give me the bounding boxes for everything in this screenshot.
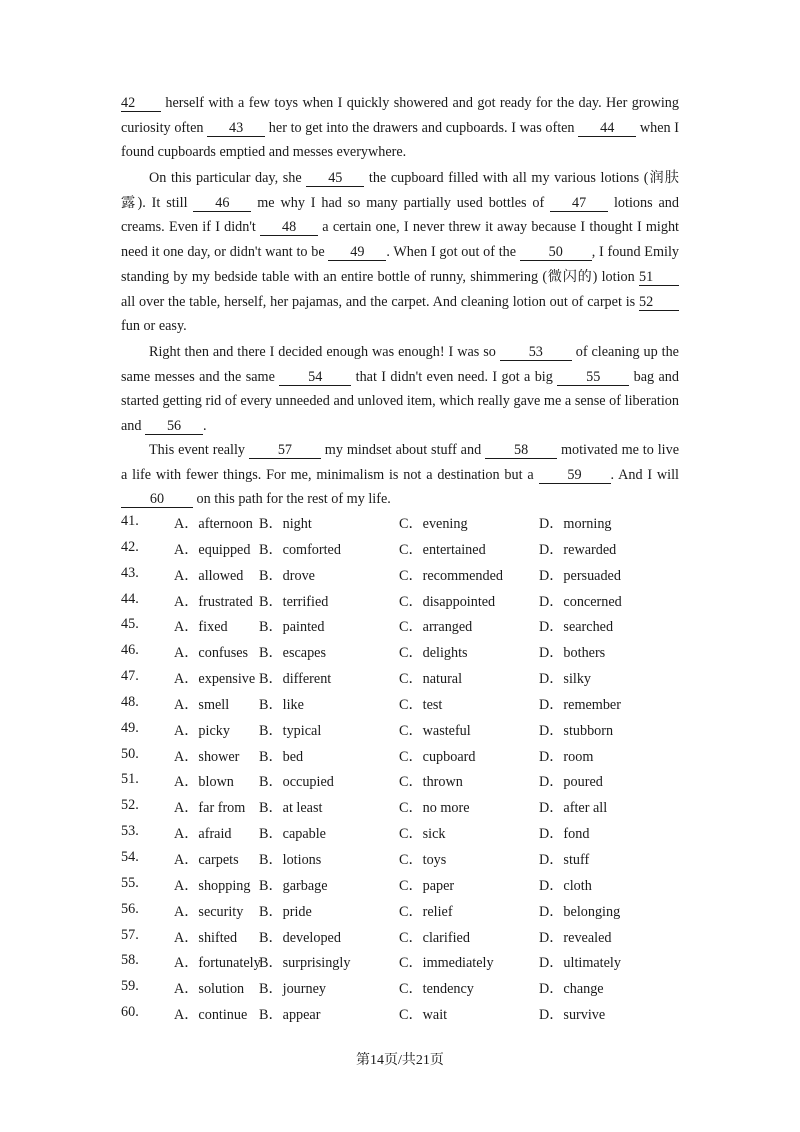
option-c: C．entertained — [399, 541, 486, 558]
question-number: 56. — [121, 900, 139, 917]
question-row — [121, 901, 681, 927]
passage-text: fun or easy. — [121, 318, 187, 335]
blank-57: 57 — [249, 442, 321, 459]
question-row — [121, 720, 681, 746]
blank-53: 53 — [500, 344, 572, 361]
question-row — [121, 694, 681, 720]
option-c: C．natural — [399, 671, 463, 688]
option-c: C．arranged — [399, 619, 473, 636]
passage-text: herself with a few toys when I quickly showered and got ready for the day. Her growing curiosity often — [121, 95, 679, 136]
option-b: B．capable — [259, 826, 326, 843]
question-row — [121, 823, 681, 849]
option-d: D．room — [539, 748, 594, 765]
option-d: D．stubborn — [539, 722, 614, 739]
option-c: C．wasteful — [399, 722, 471, 739]
option-d: D．survive — [539, 1007, 606, 1024]
passage-text: , I found Emily standing by my bedside table with an entire bottle of runny, shimmering (微闪的) lotion — [121, 244, 679, 285]
question-number: 47. — [121, 668, 139, 685]
option-d: D．morning — [539, 516, 612, 532]
blank-54: 54 — [279, 369, 351, 386]
option-b: B．terrified — [259, 593, 329, 610]
blank-55: 55 — [557, 369, 629, 386]
passage-text: lotions and creams. Even if I didn't — [121, 194, 679, 236]
question-row — [121, 978, 681, 1004]
question-row — [121, 771, 681, 797]
question-row — [121, 668, 681, 694]
passage-text: motivated me to live a life with fewer things. For me, minimalism is not a destination but a — [121, 442, 679, 483]
option-a: A．blown — [174, 774, 234, 791]
question-number: 54. — [121, 848, 139, 865]
option-d: D．ultimately — [539, 955, 621, 972]
question-row — [121, 591, 681, 617]
option-a: A．far from — [174, 800, 246, 817]
question-number: 60. — [121, 1004, 139, 1021]
blank-47: 47 — [550, 195, 608, 212]
option-c: C．disappointed — [399, 593, 496, 610]
passage-paragraph-2 — [121, 166, 679, 339]
passage-text: a certain one, I never threw it away because I thought I might need it one day, or didn't want to be — [121, 219, 679, 261]
option-d: D．change — [539, 981, 604, 998]
option-a: A．smell — [174, 696, 230, 713]
option-b: B．lotions — [259, 851, 322, 868]
passage-text: when I found cupboards emptied and messes everywhere. — [121, 119, 679, 161]
passage-text: . When I got out of the — [386, 244, 520, 261]
option-a: A．carpets — [174, 851, 239, 868]
option-c: C．no more — [399, 800, 470, 817]
option-c: C．wait — [399, 1007, 448, 1024]
option-a: A．fixed — [174, 619, 228, 636]
passage-text: that I didn't even need. I got a big — [351, 368, 558, 385]
option-c: C．toys — [399, 851, 447, 868]
option-d: D．revealed — [539, 929, 612, 946]
option-a: A．shifted — [174, 929, 238, 946]
option-b: B．bed — [259, 748, 304, 765]
option-b: B．painted — [259, 619, 325, 636]
passage-text: her to get into the drawers and cupboards. I was often — [265, 119, 579, 136]
passage-text: the cupboard filled with all my various lotions (润肤露). It still — [121, 170, 679, 211]
question-row — [121, 1004, 681, 1030]
passage-text: . And I will — [610, 466, 679, 483]
blank-59: 59 — [539, 467, 611, 484]
question-row — [121, 849, 681, 875]
option-b: B．developed — [259, 929, 341, 946]
option-c: C．cupboard — [399, 748, 476, 765]
page-footer: 第14页/共21页 — [356, 1053, 444, 1068]
question-number: 59. — [121, 978, 139, 995]
option-b: B．different — [259, 671, 332, 688]
blank-49: 49 — [328, 244, 386, 261]
option-b: B．surprisingly — [259, 955, 351, 972]
question-number: 51. — [121, 771, 139, 788]
question-row — [121, 952, 681, 978]
question-number: 45. — [121, 616, 139, 633]
option-d: D．fond — [539, 826, 590, 843]
passage-text: all over the table, herself, her pajamas, and the carpet. And cleaning lotion out of carpet is — [121, 293, 639, 310]
option-b: B．garbage — [259, 877, 328, 894]
question-number: 50. — [121, 745, 139, 762]
option-b: B．comforted — [259, 541, 341, 558]
option-d: D．silky — [539, 671, 592, 688]
option-a: A．allowed — [174, 567, 244, 584]
question-row — [121, 642, 681, 668]
option-a: A．confuses — [174, 645, 249, 662]
question-row — [121, 513, 681, 539]
question-number: 57. — [121, 926, 139, 943]
option-d: D．belonging — [539, 903, 621, 920]
option-a: A．continue — [174, 1007, 248, 1024]
question-number: 55. — [121, 874, 139, 891]
option-a: A．shower — [174, 748, 240, 765]
blank-46: 46 — [193, 195, 251, 212]
option-c: C．evening — [399, 516, 468, 532]
option-c: C．delights — [399, 645, 468, 662]
option-d: D．searched — [539, 619, 614, 636]
question-number: 53. — [121, 823, 139, 840]
blank-44: 44 — [578, 120, 636, 137]
blank-58: 58 — [485, 442, 557, 459]
option-b: B．occupied — [259, 774, 334, 791]
question-row — [121, 565, 681, 591]
question-row — [121, 539, 681, 565]
option-b: B．escapes — [259, 645, 326, 662]
passage-paragraph-1 — [121, 91, 679, 165]
option-d: D．stuff — [539, 851, 590, 868]
option-b: B．typical — [259, 722, 322, 739]
passage-text: my mindset about stuff and — [320, 442, 486, 458]
option-c: C．sick — [399, 826, 446, 843]
option-a: A．expensive — [174, 671, 256, 688]
question-number: 43. — [121, 564, 139, 581]
option-d: D．poured — [539, 774, 603, 791]
blank-43: 43 — [207, 120, 265, 137]
option-a: A．fortunately — [174, 955, 261, 972]
blank-50: 50 — [520, 244, 592, 261]
passage-text: bag and started getting rid of every unneeded and unloved item, which really gave me a sense of liberation and — [121, 368, 679, 435]
option-d: D．after all — [539, 800, 608, 817]
option-c: C．clarified — [399, 929, 470, 946]
option-a: A．afternoon — [174, 516, 253, 532]
option-a: A．equipped — [174, 541, 251, 558]
question-number: 46. — [121, 642, 139, 659]
option-b: B．pride — [259, 903, 312, 920]
blank-42: 42 — [121, 95, 161, 112]
option-d: D．bothers — [539, 645, 606, 662]
blank-48: 48 — [260, 219, 318, 236]
option-b: B．drove — [259, 567, 315, 584]
passage-text: This event really — [149, 442, 249, 458]
passage-paragraph-4 — [121, 438, 679, 512]
blank-60: 60 — [121, 491, 193, 508]
question-row — [121, 616, 681, 642]
option-a: A．frustrated — [174, 593, 253, 610]
option-c: C．paper — [399, 877, 455, 894]
option-d: D．persuaded — [539, 567, 621, 584]
blank-45: 45 — [306, 170, 364, 187]
passage-paragraph-3 — [121, 340, 679, 439]
option-a: A．solution — [174, 981, 245, 998]
option-b: B．journey — [259, 981, 326, 998]
option-a: A．picky — [174, 722, 230, 739]
option-a: A．afraid — [174, 826, 232, 843]
passage-text: of cleaning up the same messes and the same — [121, 344, 679, 385]
option-d: D．rewarded — [539, 541, 617, 558]
option-a: A．security — [174, 903, 244, 920]
passage-text: . — [203, 418, 207, 435]
question-number: 44. — [121, 590, 139, 607]
question-number: 42. — [121, 538, 139, 555]
question-number: 58. — [121, 952, 139, 969]
option-c: C．immediately — [399, 955, 494, 972]
blank-51: 51 — [639, 269, 679, 286]
option-c: C．relief — [399, 903, 453, 920]
question-number: 52. — [121, 797, 139, 814]
option-d: D．concerned — [539, 593, 622, 610]
option-d: D．cloth — [539, 877, 592, 894]
passage-text: Right then and there I decided enough was enough! I was so — [149, 344, 500, 360]
blank-56: 56 — [145, 418, 203, 435]
passage-text: me why I had so many partially used bottles of — [251, 194, 551, 211]
question-row — [121, 746, 681, 772]
question-number: 49. — [121, 719, 139, 736]
passage-text: On this particular day, she — [149, 170, 307, 186]
question-number: 48. — [121, 693, 139, 710]
blank-52: 52 — [639, 294, 679, 311]
answer-options — [121, 513, 681, 1030]
option-d: D．remember — [539, 696, 621, 713]
question-row — [121, 875, 681, 901]
option-c: C．tendency — [399, 981, 474, 998]
option-b: B．appear — [259, 1007, 321, 1024]
question-row — [121, 927, 681, 953]
option-a: A．shopping — [174, 877, 251, 894]
option-b: B．night — [259, 516, 312, 532]
option-c: C．thrown — [399, 774, 463, 791]
option-b: B．like — [259, 696, 304, 713]
option-c: C．test — [399, 696, 443, 713]
option-c: C．recommended — [399, 567, 504, 584]
option-b: B．at least — [259, 800, 323, 817]
passage-text: on this path for the rest of my life. — [193, 491, 391, 508]
question-row — [121, 797, 681, 823]
question-number: 41. — [121, 513, 139, 529]
